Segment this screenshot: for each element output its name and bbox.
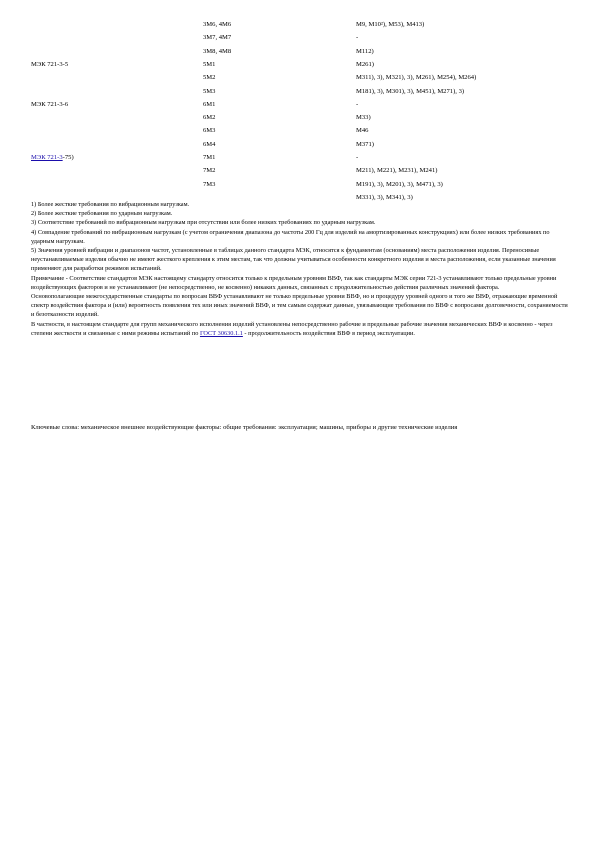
table-row	[0, 125, 595, 137]
group-cell: 7М2	[203, 167, 216, 175]
gost-paragraph	[31, 320, 571, 338]
conditions-cell: М9, М10²), М53), М413)	[356, 21, 425, 28]
table-row	[0, 72, 595, 84]
group-cell: 7М3	[203, 180, 216, 188]
keywords: Ключевые слова: механическое внешнее воздействующие факторы: общие требования: эксплуатация; машины, приборы и другие технические изделия	[31, 424, 458, 431]
conditions-cell: М211), М221), М231), М241)	[356, 167, 438, 175]
group-cell: 3М6, 4М6	[203, 21, 232, 28]
group-cell: 5М2	[203, 74, 216, 82]
conditions-cell: М311), 3), М321), 3), М261), М254), М264)	[356, 74, 477, 82]
group-cell: 5М1	[203, 60, 216, 68]
gost-paragraph-tail: - продолжительность воздействия ВВФ в период эксплуатации.	[242, 329, 415, 337]
group-cell: 6М4	[203, 140, 216, 148]
table-row	[0, 46, 595, 58]
note-paragraph: Примечание - Соответствие стандартов МЭК настоящему стандарту относится только к предельным уровням ВВФ, так как стандарты МЭК серии 721-3 устанавливают только предельные уровни воздействующих факторов и не устанавливают (не непосредственно, не косвенно) никаких данных, связанных с продолжительностью действия различных значений фактора.	[31, 274, 557, 291]
footnote-5: 5) Значения уровней вибрации и диапазонов частот, установленные в таблицах данного стандарта МЭК, относятся к фундаментам (основаниям) места расположения изделия. Переносимые неустанавливаемые изделия обычно не имеют жесткого крепления к этим местам, так что должны учитываться особенности конкретного изделия и места расположения, если указанные значения применяют для разработки режимов испытаний.	[31, 247, 556, 273]
standard-cell: МЭК 721-3-6	[31, 100, 69, 108]
table-row	[0, 32, 595, 44]
footnote-4: 4) Совпадение требований по вибрационным нагрузкам (с учетом ограничения диапазона до частоты 200 Гц для изделий на амортизированных конструкциях) или более низких требованиях по ударным нагрузкам.	[31, 228, 550, 245]
footnote-1: 1) Более жесткие требования по вибрационным нагрузкам.	[31, 201, 190, 208]
basis-paragraph: Основополагающие межгосударственные стандарты по вопросам ВВФ устанавливают не только предельные уровни ВВФ, но и процедуру уровней одного и того же ВВФ, отражающие временной спектр воздействия фактора и (или) вероятность появления тех или иных значений ВВФ, и тем самым содержат данные, увязывающие требования по ВВФ с вопросами долговечности, сохраняемости и безотказности изделий.	[31, 293, 568, 319]
group-cell: 6М1	[203, 100, 216, 108]
group-cell: 3М8, 4М8	[203, 47, 232, 55]
group-cell: 3М7, 4М7	[203, 34, 232, 42]
conditions-cell: М261)	[356, 60, 374, 68]
conditions-cell: М33)	[356, 114, 371, 122]
table-row	[0, 86, 595, 98]
standard-cell	[31, 152, 74, 164]
table-row	[0, 99, 595, 111]
table-row	[0, 19, 595, 31]
footnote-3: 3) Соответствие требований по вибрационным нагрузкам при отсутствии или более низких требованиях по ударным нагрузкам.	[31, 219, 376, 227]
table-row	[0, 165, 595, 177]
footnote-2: 2) Более жесткие требования по ударным нагрузкам.	[31, 210, 173, 218]
footnotes	[31, 200, 571, 338]
conditions-cell: М112)	[356, 47, 374, 55]
group-cell: 6М3	[203, 127, 216, 135]
standard-link[interactable]: МЭК 721-3	[31, 154, 63, 161]
group-cell: 5М3	[203, 87, 216, 95]
conditions-cell: М181), 3), М301), 3), М451), М271), 3)	[356, 87, 465, 95]
group-cell: 6М2	[203, 114, 216, 122]
table-row	[0, 152, 595, 164]
standard-cell: МЭК 721-3-5	[31, 60, 69, 68]
table-row	[0, 59, 595, 71]
conditions-cell: М371)	[356, 140, 374, 148]
conditions-cell: М331), 3), М341), 3)	[356, 193, 413, 201]
table-row	[0, 179, 595, 191]
gost-paragraph-text: В частности, в настоящем стандарте для групп механического исполнения изделий установлены непосредственно рабочие и предельные рабочие значения механических ВВФ и косвенно - через степени жесткости и связанные с ними режимы испытаний по	[31, 320, 553, 337]
conditions-cell: М46	[356, 127, 369, 135]
conditions-cell: М191), 3), М201), 3), М471), 3)	[356, 180, 443, 188]
conditions-cell: -	[356, 34, 359, 42]
conditions-cell: -	[356, 100, 359, 108]
standard-suffix: -75)	[62, 154, 74, 161]
gost-30630-link[interactable]: ГОСТ 30630.1.1	[199, 329, 243, 337]
conditions-cell: -	[356, 154, 359, 161]
group-cell: 7М1	[203, 154, 216, 161]
table-row	[0, 139, 595, 151]
table-row	[0, 112, 595, 124]
